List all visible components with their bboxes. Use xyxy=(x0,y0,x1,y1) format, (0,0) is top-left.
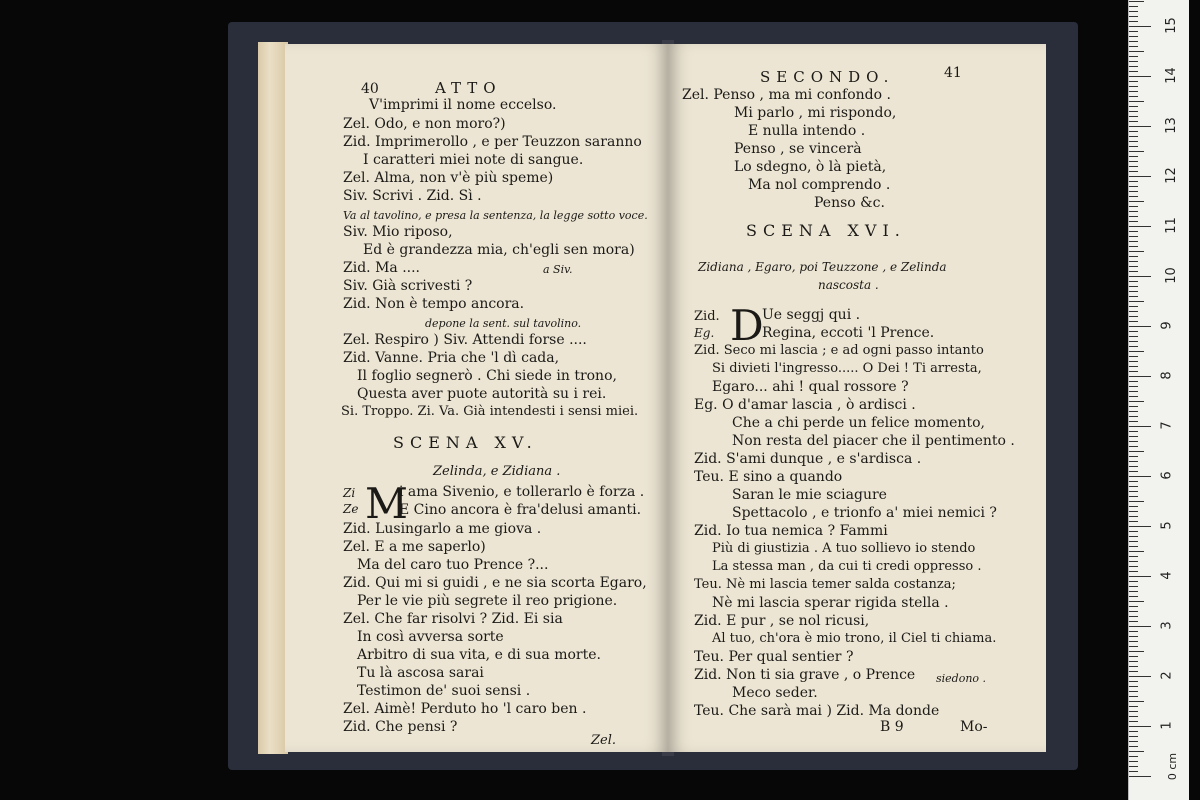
scene-cast: Zelinda, e Zidiana . xyxy=(433,464,561,479)
text-line: Penso &c. xyxy=(814,195,885,211)
ruler-tick xyxy=(1129,536,1138,537)
ruler-tick xyxy=(1129,121,1138,122)
ruler-tick xyxy=(1129,641,1138,642)
text-line: Zel. Alma, non v'è più speme) xyxy=(343,170,554,186)
ruler-tick xyxy=(1129,11,1138,12)
ruler-tick xyxy=(1129,36,1138,37)
stage-direction: a Siv. xyxy=(543,263,573,276)
ruler-tick xyxy=(1129,511,1138,512)
speaker-label: Ze xyxy=(343,502,359,516)
ruler-tick xyxy=(1129,461,1138,462)
ruler-tick xyxy=(1129,741,1138,742)
ruler-tick xyxy=(1129,481,1138,482)
ruler-tick xyxy=(1129,691,1138,692)
ruler-tick xyxy=(1129,16,1138,17)
text-line: Zid. Lusingarlo a me giova . xyxy=(343,521,542,537)
ruler-tick xyxy=(1129,656,1138,657)
ruler-tick xyxy=(1129,266,1138,267)
text-line: Meco seder. xyxy=(732,685,818,701)
ruler-tick xyxy=(1129,596,1138,597)
text-line: i ama Sivenio, e tollerarlo è forza . xyxy=(399,484,645,500)
ruler-tick xyxy=(1129,706,1138,707)
text-line: Mi parlo , mi rispondo, xyxy=(734,105,897,121)
ruler-tick xyxy=(1129,216,1138,217)
ruler-label: 1 xyxy=(1159,721,1175,730)
text-line: Zid. S'ami dunque , e s'ardisca . xyxy=(694,451,922,467)
ruler-tick xyxy=(1129,371,1138,372)
scene-title: SCENA XVI. xyxy=(746,221,906,240)
page-number-right: 41 xyxy=(944,65,962,81)
ruler-tick xyxy=(1129,61,1138,62)
text-line: Zel. Respiro ) Siv. Attendi forse .... xyxy=(343,332,587,348)
ruler-tick xyxy=(1129,261,1138,262)
text-line: Zid. Non ti sia grave , o Prence xyxy=(694,667,916,683)
ruler-tick xyxy=(1129,686,1138,687)
ruler-tick xyxy=(1129,576,1151,577)
ruler-tick xyxy=(1129,326,1151,327)
ruler-tick xyxy=(1129,471,1138,472)
ruler-tick xyxy=(1129,296,1138,297)
ruler-label: 12 xyxy=(1163,167,1179,184)
text-line: Zid. Seco mi lascia ; e ad ogni passo intanto xyxy=(694,343,984,358)
catchword: Mo- xyxy=(960,719,988,735)
stage-direction: depone la sent. sul tavolino. xyxy=(425,317,582,330)
speaker-label: Eg. xyxy=(694,326,715,340)
measurement-ruler xyxy=(1128,0,1189,800)
text-line: Questa aver puote autorità su i rei. xyxy=(357,386,607,402)
ruler-tick xyxy=(1129,151,1144,152)
ruler-tick xyxy=(1129,26,1151,27)
ruler-tick xyxy=(1129,651,1144,652)
ruler-tick xyxy=(1129,226,1151,227)
text-line: Zid. Ma .... xyxy=(343,260,420,276)
ruler-tick xyxy=(1129,611,1138,612)
text-line: Il foglio segnerò . Chi siede in trono, xyxy=(357,368,617,384)
ruler-label: 8 xyxy=(1159,371,1175,380)
text-line: Egaro... ahi ! qual rossore ? xyxy=(712,379,909,395)
text-line: Zid. Che pensi ? xyxy=(343,719,458,735)
ruler-tick xyxy=(1129,71,1138,72)
ruler-tick xyxy=(1129,41,1138,42)
ruler-tick xyxy=(1129,191,1138,192)
text-line: Zel. Penso , ma mi confondo . xyxy=(682,87,891,103)
ruler-tick xyxy=(1129,586,1138,587)
scene-cast: Zidiana , Egaro, poi Teuzzone , e Zelinda xyxy=(698,260,947,274)
ruler-tick xyxy=(1129,86,1138,87)
ruler-label: 11 xyxy=(1163,217,1179,234)
ruler-tick xyxy=(1129,161,1138,162)
ruler-label: 9 xyxy=(1159,321,1175,330)
ruler-label: 7 xyxy=(1159,421,1175,430)
text-line: V'imprimi il nome eccelso. xyxy=(369,97,557,113)
text-line: Zid. Io tua nemica ? Fammi xyxy=(694,523,888,539)
ruler-tick xyxy=(1129,506,1138,507)
ruler-tick xyxy=(1129,336,1138,337)
ruler-tick xyxy=(1129,221,1138,222)
ruler-tick xyxy=(1129,386,1138,387)
speaker-label: Zid. xyxy=(694,309,720,324)
ruler-tick xyxy=(1129,361,1138,362)
scene-title: SCENA XV. xyxy=(393,433,538,452)
ruler-tick xyxy=(1129,666,1138,667)
ruler-tick xyxy=(1129,531,1138,532)
ruler-tick xyxy=(1129,181,1138,182)
stage-direction: Va al tavolino, e presa la sentenza, la legge sotto voce. xyxy=(343,209,648,222)
ruler-label: 3 xyxy=(1159,621,1175,630)
ruler-tick xyxy=(1129,366,1138,367)
text-line: Nè mi lascia sperar rigida stella . xyxy=(712,595,949,611)
page-number-left: 40 xyxy=(361,81,379,97)
running-header-left: ATTO xyxy=(435,79,502,97)
text-line: Siv. Già scrivesti ? xyxy=(343,278,473,294)
text-line: Tu là ascosa sarai xyxy=(357,665,484,681)
text-line: Zel. E a me saperlo) xyxy=(343,539,486,555)
ruler-tick xyxy=(1129,301,1144,302)
text-line: Siv. Scrivi . Zid. Sì . xyxy=(343,188,482,204)
text-line: Ma nol comprendo . xyxy=(748,177,891,193)
ruler-unit-label: 0 cm xyxy=(1166,752,1180,781)
left-page xyxy=(285,44,668,752)
drop-cap: M xyxy=(365,479,409,528)
text-line: Si divieti l'ingresso..... O Dei ! Ti arresta, xyxy=(712,361,982,376)
ruler-label: 15 xyxy=(1163,17,1179,34)
ruler-tick xyxy=(1129,236,1138,237)
ruler-tick xyxy=(1129,211,1138,212)
ruler-tick xyxy=(1129,196,1138,197)
ruler-tick xyxy=(1129,436,1138,437)
ruler-label: 4 xyxy=(1159,571,1175,580)
ruler-tick xyxy=(1129,106,1138,107)
ruler-tick xyxy=(1129,776,1151,777)
text-line: Penso , se vincerà xyxy=(734,141,862,157)
ruler-tick xyxy=(1129,721,1138,722)
catchword: Zel. xyxy=(591,733,617,748)
ruler-tick xyxy=(1129,621,1138,622)
text-line: La stessa man , da cui ti credi oppresso . xyxy=(712,559,982,574)
text-line: Testimon de' suoi sensi . xyxy=(357,683,531,699)
ruler-tick xyxy=(1129,406,1138,407)
ruler-tick xyxy=(1129,96,1138,97)
ruler-tick xyxy=(1129,166,1138,167)
text-line: Saran le mie sciagure xyxy=(732,487,887,503)
ruler-tick xyxy=(1129,231,1138,232)
ruler-tick xyxy=(1129,571,1138,572)
text-line: Zel. Aimè! Perduto ho 'l caro ben . xyxy=(343,701,587,717)
ruler-tick xyxy=(1129,486,1138,487)
ruler-tick xyxy=(1129,31,1138,32)
ruler-tick xyxy=(1129,591,1138,592)
ruler-tick xyxy=(1129,186,1138,187)
ruler-tick xyxy=(1129,661,1138,662)
text-line: I caratteri miei note di sangue. xyxy=(363,152,584,168)
ruler-tick xyxy=(1129,501,1144,502)
ruler-tick xyxy=(1129,6,1138,7)
ruler-tick xyxy=(1129,116,1138,117)
ruler-tick xyxy=(1129,771,1138,772)
ruler-tick xyxy=(1129,711,1138,712)
ruler-tick xyxy=(1129,246,1138,247)
ruler-tick xyxy=(1129,311,1138,312)
drop-cap: D xyxy=(730,301,764,350)
ruler-tick xyxy=(1129,201,1144,202)
ruler-tick xyxy=(1129,286,1138,287)
text-line: Zid. Imprimerollo , e per Teuzzon saranno xyxy=(343,134,642,150)
ruler-tick xyxy=(1129,761,1138,762)
ruler-tick xyxy=(1129,346,1138,347)
ruler-tick xyxy=(1129,616,1138,617)
ruler-tick xyxy=(1129,756,1138,757)
ruler-tick xyxy=(1129,516,1138,517)
text-line: Teu. E sino a quando xyxy=(694,469,843,485)
ruler-tick xyxy=(1129,631,1138,632)
ruler-tick xyxy=(1129,401,1144,402)
text-line: Ed è grandezza mia, ch'egli sen mora) xyxy=(363,242,635,258)
ruler-tick xyxy=(1129,681,1138,682)
text-line: Zid. Qui mi si guidi , e ne sia scorta Egaro, xyxy=(343,575,647,591)
ruler-tick xyxy=(1129,421,1138,422)
ruler-tick xyxy=(1129,291,1138,292)
ruler-tick xyxy=(1129,446,1138,447)
ruler-tick xyxy=(1129,601,1144,602)
ruler-tick xyxy=(1129,271,1138,272)
ruler-tick xyxy=(1129,496,1138,497)
ruler-tick xyxy=(1129,636,1138,637)
ruler-tick xyxy=(1129,376,1151,377)
text-line: Lo sdegno, ò là pietà, xyxy=(734,159,887,175)
ruler-tick xyxy=(1129,746,1138,747)
text-line: E nulla intendo . xyxy=(748,123,866,139)
ruler-tick xyxy=(1129,156,1138,157)
ruler-tick xyxy=(1129,396,1138,397)
ruler-tick xyxy=(1129,51,1144,52)
text-line: Zid. Vanne. Pria che 'l dì cada, xyxy=(343,350,560,366)
text-line: Eg. O d'amar lascia , ò ardisci . xyxy=(694,397,916,413)
ruler-tick xyxy=(1129,491,1138,492)
ruler-tick xyxy=(1129,671,1138,672)
text-line: E Cino ancora è fra'delusi amanti. xyxy=(399,502,642,518)
ruler-tick xyxy=(1129,556,1138,557)
ruler-tick xyxy=(1129,581,1138,582)
ruler-tick xyxy=(1129,441,1138,442)
ruler-tick xyxy=(1129,546,1138,547)
ruler-label: 5 xyxy=(1159,521,1175,530)
text-line: Più di giustizia . A tuo sollievo io stendo xyxy=(712,541,976,556)
ruler-tick xyxy=(1129,131,1138,132)
ruler-tick xyxy=(1129,146,1138,147)
text-line: In così avversa sorte xyxy=(357,629,504,645)
text-line: Zid. Non è tempo ancora. xyxy=(343,296,525,312)
text-line: Ma del caro tuo Prence ?... xyxy=(357,557,549,573)
text-line: Zid. E pur , se nol ricusi, xyxy=(694,613,870,629)
ruler-tick xyxy=(1129,426,1151,427)
ruler-tick xyxy=(1129,561,1138,562)
running-header-right: SECONDO. xyxy=(760,68,895,86)
text-line: Teu. Che sarà mai ) Zid. Ma donde xyxy=(694,703,940,719)
text-line: Arbitro di sua vita, e di sua morte. xyxy=(357,647,601,663)
ruler-tick xyxy=(1129,321,1138,322)
ruler-tick xyxy=(1129,126,1151,127)
ruler-tick xyxy=(1129,81,1138,82)
signature-mark: B 9 xyxy=(880,719,904,735)
text-line: Siv. Mio riposo, xyxy=(343,224,453,240)
ruler-tick xyxy=(1129,356,1138,357)
ruler-tick xyxy=(1129,46,1138,47)
ruler-tick xyxy=(1129,351,1144,352)
ruler-tick xyxy=(1129,381,1138,382)
ruler-tick xyxy=(1129,456,1138,457)
ruler-tick xyxy=(1129,316,1138,317)
ruler-tick xyxy=(1129,76,1151,77)
ruler-tick xyxy=(1129,751,1144,752)
ruler-tick xyxy=(1129,526,1151,527)
text-line: Ue seggj qui . xyxy=(762,307,861,323)
ruler-tick xyxy=(1129,21,1138,22)
ruler-tick xyxy=(1129,391,1138,392)
scene-cast: nascosta . xyxy=(818,278,879,292)
ruler-label: 6 xyxy=(1159,471,1175,480)
ruler-tick xyxy=(1129,56,1138,57)
ruler-tick xyxy=(1129,466,1138,467)
ruler-tick xyxy=(1129,716,1138,717)
ruler-tick xyxy=(1129,176,1151,177)
ruler-tick xyxy=(1129,541,1138,542)
ruler-tick xyxy=(1129,136,1138,137)
text-line: Non resta del piacer che il pentimento . xyxy=(732,433,1015,449)
ruler-tick xyxy=(1129,111,1138,112)
ruler-tick xyxy=(1129,171,1138,172)
ruler-label: 13 xyxy=(1163,117,1179,134)
ruler-tick xyxy=(1129,431,1138,432)
ruler-tick xyxy=(1129,306,1138,307)
text-line: Al tuo, ch'ora è mio trono, il Ciel ti chiama. xyxy=(712,631,997,646)
text-line: Teu. Nè mi lascia temer salda costanza; xyxy=(694,577,956,592)
ruler-tick xyxy=(1129,251,1144,252)
ruler-tick xyxy=(1129,241,1138,242)
ruler-tick xyxy=(1129,66,1138,67)
ruler-tick xyxy=(1129,476,1151,477)
ruler-tick xyxy=(1129,736,1138,737)
ruler-tick xyxy=(1129,676,1151,677)
ruler-tick xyxy=(1129,606,1138,607)
ruler-tick xyxy=(1129,281,1138,282)
text-line: Regina, eccoti 'l Prence. xyxy=(762,325,935,341)
ruler-tick xyxy=(1129,341,1138,342)
text-line: Zel. Odo, e non moro?) xyxy=(343,116,506,132)
page-edges xyxy=(258,42,288,754)
right-page xyxy=(668,44,1046,752)
text-line: Per le vie più segrete il reo prigione. xyxy=(357,593,618,609)
ruler-tick xyxy=(1129,731,1138,732)
text-line: Spettacolo , e trionfo a' miei nemici ? xyxy=(732,505,997,521)
text-line: Si. Troppo. Zi. Va. Già intendesti i sensi miei. xyxy=(341,404,639,419)
ruler-tick xyxy=(1129,766,1138,767)
ruler-tick xyxy=(1129,646,1138,647)
ruler-tick xyxy=(1129,521,1138,522)
text-line: Teu. Per qual sentier ? xyxy=(694,649,854,665)
ruler-tick xyxy=(1129,551,1144,552)
ruler-tick xyxy=(1129,256,1138,257)
ruler-tick xyxy=(1129,206,1138,207)
ruler-label: 10 xyxy=(1163,267,1179,284)
speaker-label: Zi xyxy=(343,486,356,500)
ruler-tick xyxy=(1129,451,1144,452)
ruler-tick xyxy=(1129,91,1138,92)
text-line: Zel. Che far risolvi ? Zid. Ei sia xyxy=(343,611,563,627)
ruler-tick xyxy=(1129,141,1138,142)
ruler-tick xyxy=(1129,626,1151,627)
ruler-tick xyxy=(1129,566,1138,567)
ruler-tick xyxy=(1129,701,1144,702)
ruler-label: 14 xyxy=(1163,67,1179,84)
ruler-tick xyxy=(1129,696,1138,697)
ruler-tick xyxy=(1129,1,1144,2)
ruler-tick xyxy=(1129,726,1151,727)
ruler-label: 2 xyxy=(1159,671,1175,680)
ruler-tick xyxy=(1129,331,1138,332)
text-line: Che a chi perde un felice momento, xyxy=(732,415,985,431)
stage-direction: siedono . xyxy=(936,672,987,685)
ruler-tick xyxy=(1129,416,1138,417)
ruler-tick xyxy=(1129,276,1151,277)
ruler-tick xyxy=(1129,101,1144,102)
ruler-tick xyxy=(1129,411,1138,412)
